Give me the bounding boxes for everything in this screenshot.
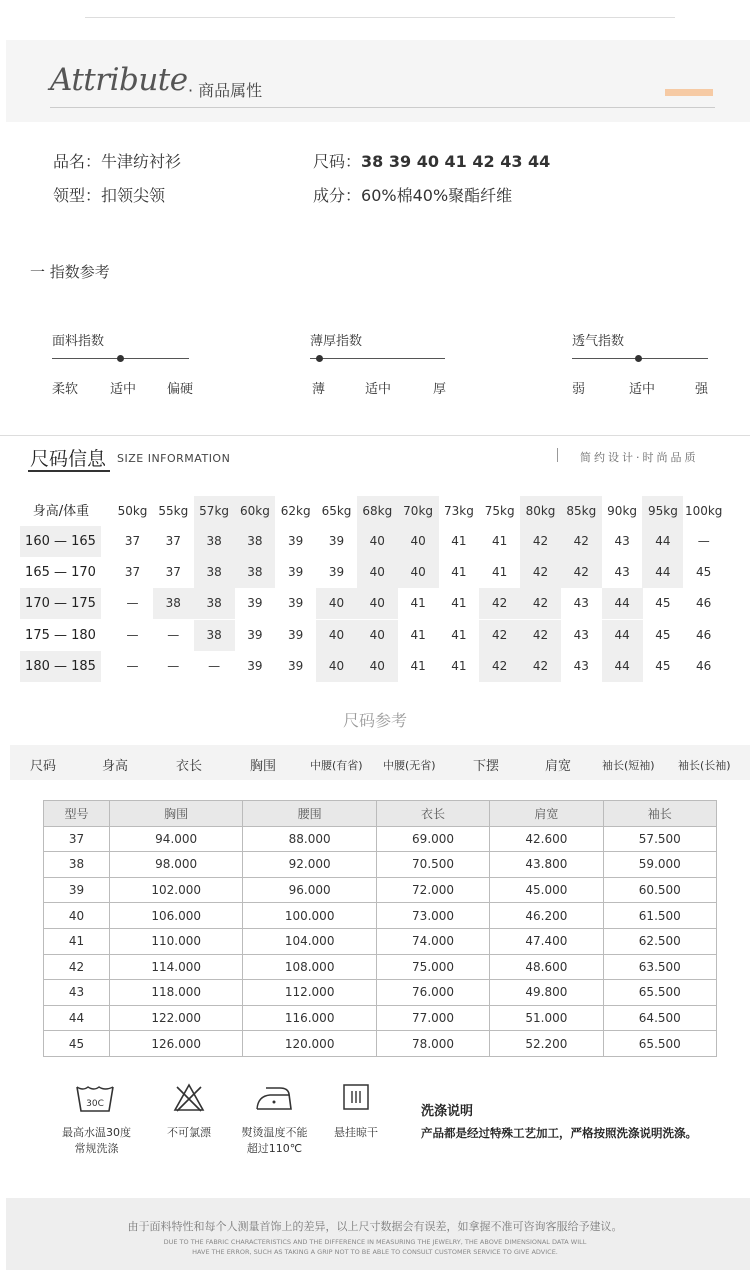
measurement-cell: 39 (44, 877, 110, 903)
measurement-cell: 48.600 (490, 954, 603, 980)
measurement-cell: 98.000 (109, 852, 242, 878)
hw-size-cell: 40 (357, 620, 398, 651)
size-info-title-en: SIZE INFORMATION (117, 452, 231, 465)
breathability-tick-0: 弱 (572, 382, 586, 397)
hw-size-cell: 39 (288, 596, 304, 611)
thickness-tick-0: 薄 (312, 382, 326, 397)
hang-dry-label: 悬挂晾干 (334, 1126, 378, 1139)
hw-weight-header: 90kg (607, 504, 638, 518)
measurement-header-cell: 胸围 (109, 801, 242, 827)
hw-size-cell: 41 (492, 565, 508, 580)
measurement-cell: 118.000 (109, 980, 242, 1006)
hw-size-cell: 46 (696, 596, 712, 611)
measurement-cell: 104.000 (243, 928, 376, 954)
hw-size-cell: 40 (316, 651, 357, 682)
no-bleach-icon (172, 1082, 206, 1118)
measurement-row (44, 826, 717, 852)
hw-size-cell: 44 (642, 526, 683, 557)
hw-size-cell: 41 (451, 596, 467, 611)
hang-dry-icon (342, 1083, 370, 1115)
hw-size-cell: 37 (124, 565, 141, 580)
hw-size-cell: 38 (194, 557, 235, 588)
measurement-cell: 106.000 (109, 903, 242, 929)
hw-size-cell: 39 (288, 627, 304, 642)
measurement-cell: 126.000 (109, 1031, 242, 1057)
thickness-index-marker (316, 355, 323, 362)
measurement-cell: 59.000 (603, 852, 716, 878)
hw-size-cell: — (126, 658, 139, 673)
measurement-cell: 69.000 (376, 826, 489, 852)
measurement-cell: 77.000 (376, 1005, 489, 1031)
no-bleach-label: 不可氯漂 (167, 1126, 211, 1139)
hw-weight-header: 95kg (642, 496, 683, 527)
attribute-script-title: Attribute (50, 62, 188, 98)
hw-size-cell: 40 (316, 620, 357, 651)
hw-size-cell: 38 (234, 557, 275, 588)
ref-col-long-sleeve: 袖长(长袖) (678, 759, 731, 772)
hw-size-cell: 43 (573, 596, 589, 611)
hw-size-cell: 43 (614, 534, 630, 548)
wash-30-label-line2: 常规洗涤 (74, 1142, 119, 1155)
measurement-header-cell: 衣长 (376, 801, 489, 827)
hw-size-cell: 44 (642, 557, 683, 588)
svg-text:30C: 30C (86, 1099, 104, 1109)
measurement-cell: 43 (44, 980, 110, 1006)
hw-size-cell: 39 (247, 596, 263, 611)
measurement-cell: 73.000 (376, 903, 489, 929)
hw-size-cell: 41 (410, 658, 426, 673)
breathability-tick-2: 强 (695, 382, 709, 397)
hw-size-cell: 41 (451, 658, 467, 673)
hw-size-cell: 43 (573, 627, 589, 642)
measurement-cell: 116.000 (243, 1005, 376, 1031)
hw-weight-header: 55kg (158, 504, 189, 518)
hw-size-cell: 39 (328, 534, 345, 548)
hw-size-cell: 42 (520, 526, 561, 557)
ref-col-length: 衣长 (176, 759, 203, 774)
measurement-cell: 57.500 (603, 826, 716, 852)
measurement-cell: 52.200 (490, 1031, 603, 1057)
hw-size-cell: 43 (573, 658, 589, 673)
hw-size-cell: 40 (316, 588, 357, 619)
hw-height-label: 170 — 175 (20, 588, 101, 619)
hw-size-cell: 37 (165, 565, 181, 580)
hw-size-cell: 39 (247, 658, 263, 673)
hw-size-cell: 42 (479, 620, 520, 651)
hw-size-cell: 38 (194, 620, 235, 651)
measurement-cell: 65.500 (603, 980, 716, 1006)
hw-size-cell: 42 (561, 557, 602, 588)
hw-size-cell: 39 (288, 565, 304, 580)
thickness-tick-2: 厚 (433, 382, 447, 397)
hw-size-cell: 37 (124, 534, 141, 548)
iron-label-line2: 超过110℃ (246, 1142, 303, 1155)
fabric-tick-0: 柔软 (52, 382, 79, 397)
measurement-cell: 60.500 (603, 877, 716, 903)
thickness-index-track (310, 358, 445, 359)
ref-col-size: 尺码 (30, 759, 57, 774)
size-info-tag-divider (557, 448, 558, 462)
hw-size-cell: — (167, 658, 180, 673)
measurement-cell: 100.000 (243, 903, 376, 929)
measurement-cell: 42 (44, 954, 110, 980)
hw-size-cell: — (126, 596, 139, 611)
measurement-row (44, 1005, 717, 1031)
hw-size-cell: 41 (492, 534, 508, 548)
fabric-index-label: 面料指数 (52, 334, 105, 349)
measurement-cell: 45 (44, 1031, 110, 1057)
wash-30-label-line1: 最高水温30度 (62, 1126, 131, 1139)
measurement-cell: 75.000 (376, 954, 489, 980)
measurement-cell: 65.500 (603, 1031, 716, 1057)
hw-size-cell: 38 (194, 588, 235, 619)
measurement-cell: 76.000 (376, 980, 489, 1006)
measurement-cell: 51.000 (490, 1005, 603, 1031)
measurement-cell: 88.000 (243, 826, 376, 852)
fabric-index-marker (117, 355, 124, 362)
measurement-cell: 64.500 (603, 1005, 716, 1031)
hw-weight-header: 85kg (561, 496, 602, 527)
measurement-row (44, 928, 717, 954)
hw-size-cell: — (208, 658, 221, 673)
hw-size-cell: 43 (614, 565, 630, 580)
attr-size (313, 149, 550, 172)
fabric-tick-2: 偏硬 (167, 382, 194, 397)
hw-weight-header: 68kg (357, 496, 398, 527)
measurement-cell: 112.000 (243, 980, 376, 1006)
hw-size-cell: 39 (247, 627, 263, 642)
hw-size-cell: 38 (194, 526, 235, 557)
ref-col-chest: 胸围 (250, 759, 277, 774)
attr-collar-label: 领型： (53, 186, 102, 205)
size-reference-title: 尺码参考 (342, 711, 407, 730)
size-info-tagline: 简约设计·时尚品质 (580, 451, 699, 464)
ref-col-short-sleeve: 袖长(短袖) (602, 759, 655, 772)
measurement-row (44, 877, 717, 903)
fabric-tick-1: 适中 (110, 382, 137, 397)
hw-size-cell: 40 (357, 651, 398, 682)
hw-weight-header: 70kg (398, 496, 439, 527)
iron-label-line1: 熨烫温度不能 (241, 1126, 308, 1139)
measurement-cell: 74.000 (376, 928, 489, 954)
attr-collar (53, 183, 165, 206)
measurement-header-cell: 袖长 (603, 801, 716, 827)
hw-corner-label: 身高/体重 (32, 504, 90, 519)
hw-weight-header: 62kg (280, 504, 311, 518)
ref-col-shoulder: 肩宽 (545, 759, 572, 774)
hw-size-cell: 39 (288, 534, 304, 548)
hw-size-cell: 39 (288, 658, 304, 673)
hw-size-cell: 46 (696, 627, 712, 642)
hw-weight-header: 100kg (684, 504, 723, 518)
attr-name-value: 牛津纺衬衫 (101, 152, 182, 171)
hw-size-cell: 42 (561, 526, 602, 557)
measurement-cell: 70.500 (376, 852, 489, 878)
ref-col-height: 身高 (102, 759, 129, 774)
hw-size-cell: 41 (410, 627, 426, 642)
top-divider (85, 17, 675, 18)
attr-material-value: 60%棉40%聚酯纤维 (361, 186, 513, 205)
index-section-title: 一 指数参考 (30, 263, 110, 281)
hw-size-cell: — (126, 627, 139, 642)
attribute-underline (50, 107, 715, 108)
hw-size-cell: 42 (479, 651, 520, 682)
hw-weight-header: 50kg (117, 504, 148, 518)
footer-notice-cn: 由于面料特性和每个人测量首饰上的差异，以上尺寸数据会有误差，如拿握不准可咨询客服给予建议。 (127, 1220, 623, 1233)
hw-size-cell: 38 (234, 526, 275, 557)
measurement-cell: 37 (44, 826, 110, 852)
measurement-cell: 92.000 (243, 852, 376, 878)
measurement-cell: 72.000 (376, 877, 489, 903)
attribute-accent-bar (665, 89, 713, 96)
hw-size-cell: 46 (696, 658, 712, 673)
hw-size-cell: — (697, 534, 710, 548)
measurement-cell: 42.600 (490, 826, 603, 852)
measurement-cell: 102.000 (109, 877, 242, 903)
hw-size-cell: 42 (520, 588, 561, 619)
ref-col-waist-darted: 中腰(有省) (310, 759, 363, 772)
footer-band (6, 1198, 750, 1270)
hw-size-cell: 40 (357, 588, 398, 619)
breathability-index-marker (635, 355, 642, 362)
measurement-cell: 122.000 (109, 1005, 242, 1031)
hw-size-cell: — (167, 627, 180, 642)
attr-collar-value: 扣领尖领 (101, 186, 166, 205)
measurement-cell: 94.000 (109, 826, 242, 852)
hw-height-label: 160 — 165 (20, 526, 101, 557)
measurement-header-cell: 型号 (44, 801, 110, 827)
measurement-header-row (44, 801, 717, 827)
measurement-row (44, 954, 717, 980)
hw-weight-header: 57kg (194, 496, 235, 527)
attr-size-label: 尺码： (313, 152, 362, 171)
wash-instructions-title: 洗涤说明 (421, 1104, 474, 1119)
footer-notice-en-line1: DUE TO THE FABRIC CHARACTERISTICS AND THE DIFFERENCE IN MEASURING THE JEWELRY, THE ABOVE DIMENSIONAL DATA WILL (163, 1238, 587, 1246)
hw-height-label: 175 — 180 (25, 627, 96, 643)
hw-size-cell: 38 (153, 588, 194, 619)
hw-size-cell: 44 (602, 651, 643, 682)
hw-size-cell: 40 (357, 557, 398, 588)
hw-size-cell: 42 (479, 588, 520, 619)
measurement-cell: 46.200 (490, 903, 603, 929)
hw-size-cell: 44 (602, 588, 643, 619)
size-info-title: 尺码信息 (30, 448, 107, 470)
hw-size-cell: 37 (165, 534, 181, 548)
hw-size-cell: 45 (696, 565, 712, 580)
measurement-cell: 44 (44, 1005, 110, 1031)
hw-size-cell: 42 (520, 557, 561, 588)
hw-size-cell: 39 (328, 565, 345, 580)
hw-size-cell: 45 (655, 658, 671, 673)
thickness-tick-1: 适中 (365, 382, 392, 397)
hw-size-cell: 45 (655, 596, 671, 611)
measurement-row (44, 852, 717, 878)
hw-weight-header: 60kg (234, 496, 275, 527)
attr-material-label: 成分： (313, 186, 362, 205)
ref-col-waist-plain: 中腰(无省) (383, 759, 436, 772)
hw-weight-header: 65kg (321, 504, 352, 518)
measurement-row (44, 980, 717, 1006)
breathability-index-label: 透气指数 (572, 334, 625, 349)
hw-size-cell: 41 (451, 627, 467, 642)
hw-weight-header: 75kg (484, 504, 515, 518)
hw-size-cell: 41 (451, 534, 467, 548)
measurement-cell: 40 (44, 903, 110, 929)
measurement-cell: 38 (44, 852, 110, 878)
attribute-subtitle: · 商品属性 (188, 81, 263, 100)
breathability-tick-1: 适中 (629, 382, 656, 397)
measurement-cell: 108.000 (243, 954, 376, 980)
measurement-cell: 49.800 (490, 980, 603, 1006)
hw-size-cell: 40 (398, 557, 439, 588)
measurement-row (44, 1031, 717, 1057)
measurement-cell: 120.000 (243, 1031, 376, 1057)
iron-label (232, 1125, 317, 1157)
wash-30-icon (75, 1083, 115, 1119)
measurement-row (44, 903, 717, 929)
wash-30-label (54, 1125, 139, 1157)
hw-height-label: 180 — 185 (20, 651, 101, 682)
hw-size-cell: 42 (520, 620, 561, 651)
ref-col-hem: 下摆 (473, 759, 500, 774)
attr-name-label: 品名： (53, 152, 102, 171)
attr-name (53, 149, 181, 172)
measurement-cell: 61.500 (603, 903, 716, 929)
attr-material (313, 183, 512, 206)
measurement-cell: 78.000 (376, 1031, 489, 1057)
measurement-cell: 110.000 (109, 928, 242, 954)
wash-instructions-description: 产品都是经过特殊工艺加工，严格按照洗涤说明洗涤。 (421, 1126, 697, 1140)
iron-icon (254, 1082, 294, 1118)
measurement-cell: 45.000 (490, 877, 603, 903)
measurement-table (43, 800, 717, 1057)
hw-weight-header: 73kg (443, 504, 474, 518)
measurement-header-cell: 腰围 (243, 801, 376, 827)
measurement-cell: 43.800 (490, 852, 603, 878)
hw-weight-header: 80kg (520, 496, 561, 527)
hw-size-cell: 44 (602, 620, 643, 651)
thickness-index-label: 薄厚指数 (310, 334, 363, 349)
measurement-cell: 96.000 (243, 877, 376, 903)
footer-notice-en-line2: HAVE THE ERROR, SUCH AS TAKING A GRIP NOT TO BE ABLE TO CONSULT CUSTOMER SERVICE TO GIVE ADVICE. (192, 1248, 558, 1256)
size-info-divider (0, 435, 750, 436)
hw-size-cell: 45 (655, 627, 671, 642)
hw-size-cell: 42 (520, 651, 561, 682)
size-info-title-underline (28, 470, 110, 472)
measurement-cell: 62.500 (603, 928, 716, 954)
hw-size-cell: 41 (451, 565, 467, 580)
measurement-cell: 47.400 (490, 928, 603, 954)
measurement-header-cell: 肩宽 (490, 801, 603, 827)
hw-size-cell: 40 (357, 526, 398, 557)
hw-size-cell: 40 (398, 526, 439, 557)
hw-height-label: 165 — 170 (25, 565, 96, 581)
measurement-cell: 63.500 (603, 954, 716, 980)
attr-size-value: 38 39 40 41 42 43 44 (361, 152, 551, 171)
hw-size-cell: 41 (410, 596, 426, 611)
measurement-cell: 41 (44, 928, 110, 954)
measurement-cell: 114.000 (109, 954, 242, 980)
